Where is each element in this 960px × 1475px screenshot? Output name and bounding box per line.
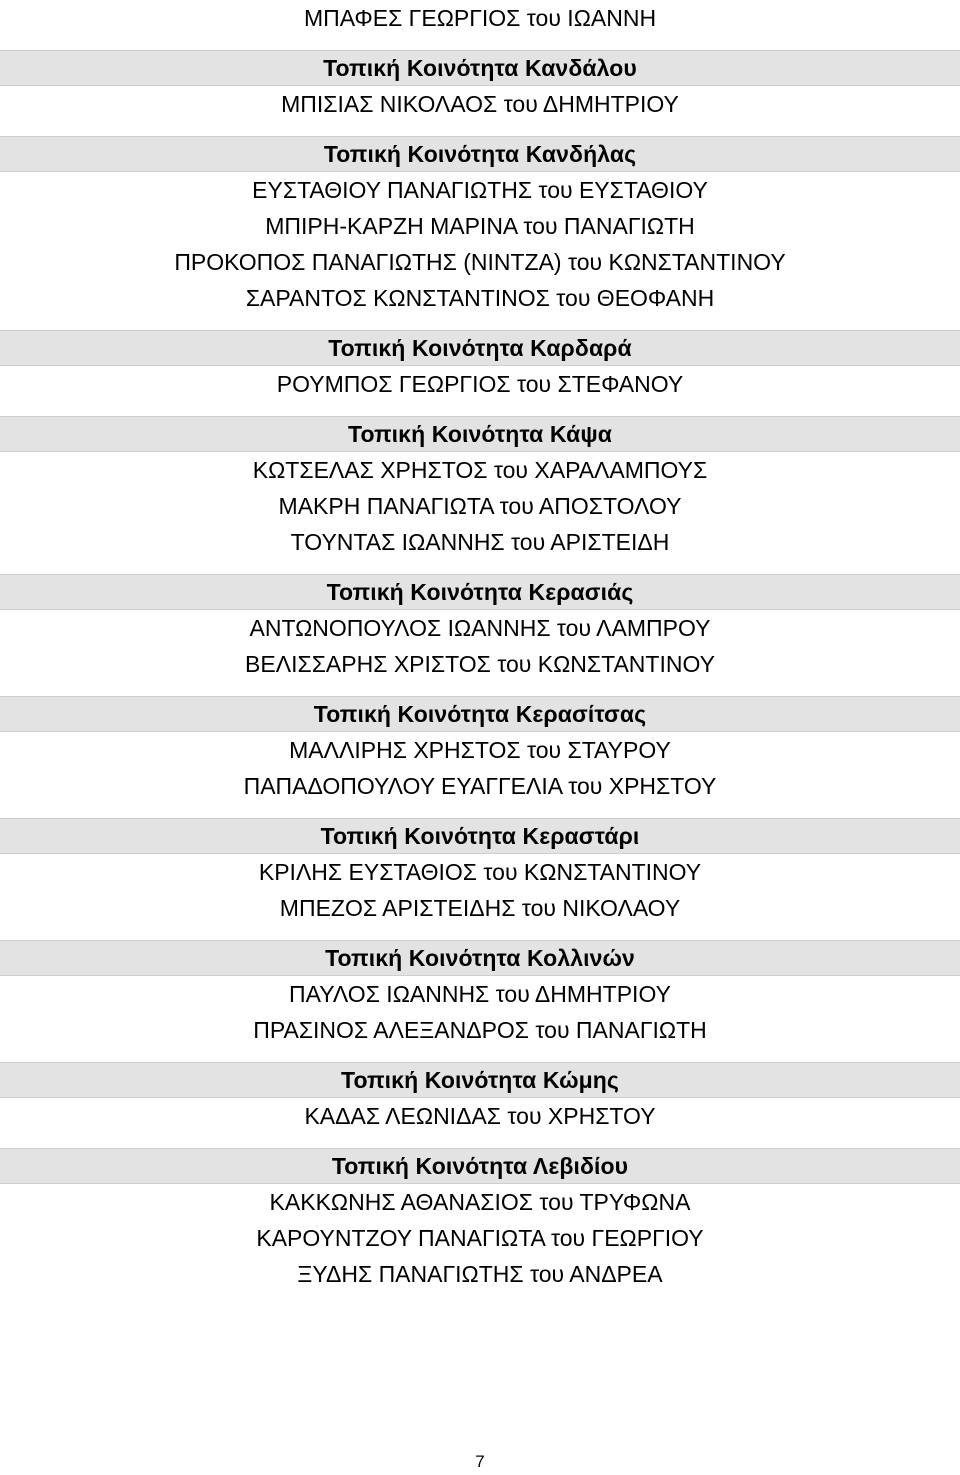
member-name: ΞΥΔΗΣ ΠΑΝΑΓΙΩΤΗΣ του ΑΝΔΡΕΑ xyxy=(297,1261,663,1287)
section-gap xyxy=(0,36,960,50)
section-gap xyxy=(0,682,960,696)
section-header: Τοπική Κοινότητα Κώμης xyxy=(0,1062,960,1098)
section-header: Τοπική Κοινότητα Κανδήλας xyxy=(0,136,960,172)
section-header: Τοπική Κοινότητα Κάψα xyxy=(0,416,960,452)
member-name: ΠΡΑΣΙΝΟΣ ΑΛΕΞΑΝΔΡΟΣ του ΠΑΝΑΓΙΩΤΗ xyxy=(253,1017,707,1043)
section-kandalou xyxy=(0,50,960,136)
member-name: ΠΑΥΛΟΣ ΙΩΑΝΝΗΣ του ΔΗΜΗΤΡΙΟΥ xyxy=(289,981,671,1007)
section-gap xyxy=(0,926,960,940)
member-name: ΒΕΛΙΣΣΑΡΗΣ ΧΡΙΣΤΟΣ του ΚΩΝΣΤΑΝΤΙΝΟΥ xyxy=(245,651,715,677)
member-name: ΚΑΡΟΥΝΤΖΟΥ ΠΑΝΑΓΙΩΤΑ του ΓΕΩΡΓΙΟΥ xyxy=(256,1225,704,1251)
member-name: ΜΠΙΡΗ-ΚΑΡΖΗ ΜΑΡΙΝΑ του ΠΑΝΑΓΙΩΤΗ xyxy=(265,213,695,239)
member-name: ΜΑΛΛΙΡΗΣ ΧΡΗΣΤΟΣ του ΣΤΑΥΡΟΥ xyxy=(289,737,671,763)
section-header: Τοπική Κοινότητα Λεβιδίου xyxy=(0,1148,960,1184)
member-name: ΚΑΚΚΩΝΗΣ ΑΘΑΝΑΣΙΟΣ του ΤΡΥΦΩΝΑ xyxy=(269,1189,691,1215)
section-gap xyxy=(0,1134,960,1148)
member-name: ΜΠΕΖΟΣ ΑΡΙΣΤΕΙΔΗΣ του ΝΙΚΟΛΑΟΥ xyxy=(279,895,681,921)
section-kardara xyxy=(0,330,960,416)
member-name: ΣΑΡΑΝΤΟΣ ΚΩΝΣΤΑΝΤΙΝΟΣ του ΘΕΟΦΑΝΗ xyxy=(245,285,715,311)
section-header: Τοπική Κοινότητα Κανδάλου xyxy=(0,50,960,86)
sections-list xyxy=(0,50,960,1292)
section-gap xyxy=(0,804,960,818)
section-header: Τοπική Κοινότητα Καρδαρά xyxy=(0,330,960,366)
section-komis xyxy=(0,1062,960,1148)
section-kollinon xyxy=(0,940,960,1062)
section-gap xyxy=(0,122,960,136)
member-name: ΚΩΤΣΕΛΑΣ ΧΡΗΣΤΟΣ του ΧΑΡΑΛΑΜΠΟΥΣ xyxy=(252,457,708,483)
lead-name: ΜΠΑΦΕΣ ΓΕΩΡΓΙΟΣ του ΙΩΑΝΝΗ xyxy=(303,5,657,31)
member-name: ΜΠΙΣΙΑΣ ΝΙΚΟΛΑΟΣ του ΔΗΜΗΤΡΙΟΥ xyxy=(281,91,679,117)
section-levidiou xyxy=(0,1148,960,1292)
member-name: ΠΑΠΑΔΟΠΟΥΛΟΥ ΕΥΑΓΓΕΛΙΑ του ΧΡΗΣΤΟΥ xyxy=(243,773,717,799)
section-header: Τοπική Κοινότητα Κολλινών xyxy=(0,940,960,976)
member-name: ΚΑΔΑΣ ΛΕΩΝΙΔΑΣ του ΧΡΗΣΤΟΥ xyxy=(304,1103,656,1129)
section-kapsa xyxy=(0,416,960,574)
section-kandilas xyxy=(0,136,960,330)
section-header: Τοπική Κοινότητα Κερασιάς xyxy=(0,574,960,610)
section-gap xyxy=(0,316,960,330)
section-kerasias xyxy=(0,574,960,696)
section-kerasitsas xyxy=(0,696,960,818)
section-header: Τοπική Κοινότητα Κερασίτσας xyxy=(0,696,960,732)
page-number: 7 xyxy=(475,1452,485,1471)
section-gap xyxy=(0,1048,960,1062)
section-header: Τοπική Κοινότητα Κεραστάρι xyxy=(0,818,960,854)
member-name: ΕΥΣΤΑΘΙΟΥ ΠΑΝΑΓΙΩΤΗΣ του ΕΥΣΤΑΘΙΟΥ xyxy=(252,177,708,203)
member-name: ΡΟΥΜΠΟΣ ΓΕΩΡΓΙΟΣ του ΣΤΕΦΑΝΟΥ xyxy=(276,371,684,397)
member-name: ΤΟΥΝΤΑΣ ΙΩΑΝΝΗΣ του ΑΡΙΣΤΕΙΔΗ xyxy=(290,529,670,555)
member-name: ΚΡΙΛΗΣ ΕΥΣΤΑΘΙΟΣ του ΚΩΝΣΤΑΝΤΙΝΟΥ xyxy=(258,859,702,885)
member-name: ΑΝΤΩΝΟΠΟΥΛΟΣ ΙΩΑΝΝΗΣ του ΛΑΜΠΡΟΥ xyxy=(249,615,711,641)
section-gap xyxy=(0,402,960,416)
member-name: ΜΑΚΡΗ ΠΑΝΑΓΙΩΤΑ του ΑΠΟΣΤΟΛΟΥ xyxy=(278,493,682,519)
section-gap xyxy=(0,560,960,574)
section-kerastari xyxy=(0,818,960,940)
member-name: ΠΡΟΚΟΠΟΣ ΠΑΝΑΓΙΩΤΗΣ (ΝΙΝΤΖΑ) του ΚΩΝΣΤΑΝΤΙΝΟΥ xyxy=(174,249,786,275)
